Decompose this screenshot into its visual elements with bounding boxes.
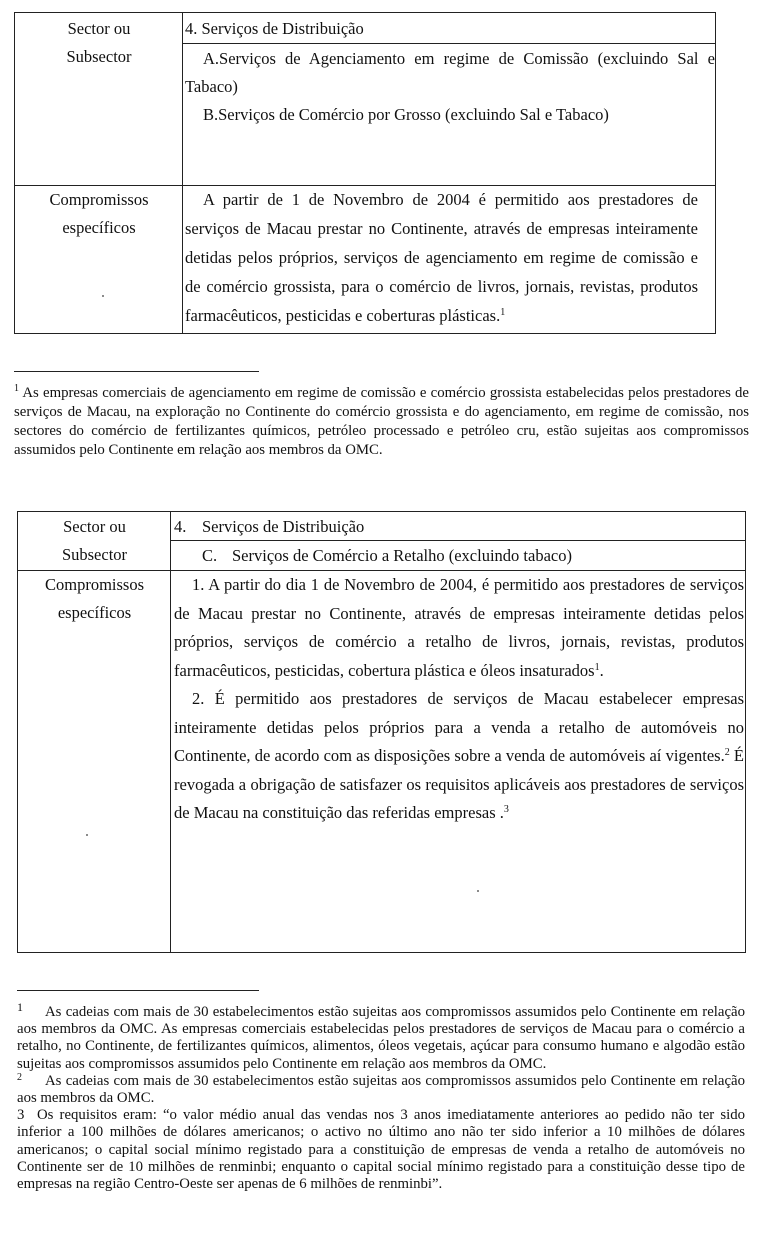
scan-speck	[477, 890, 479, 892]
sector-title: Serviços de Distribuição	[202, 517, 365, 536]
scan-speck	[102, 295, 104, 297]
footnotes-section-1	[14, 384, 749, 460]
footnote-number: 1	[14, 383, 19, 394]
commitments-table-retail	[17, 511, 746, 953]
commitments-label-line1: Compromissos	[49, 190, 149, 209]
commitment-paragraph: A partir de 1 de Novembro de 2004 é permitido aos prestadores de serviços de Macau prestar no Continente, através de empresas inteiramente detidas pelos próprios, serviços de agenciamento em regime de comissão e de comércio grossista, para o comércio de livros, jornais, revistas, produtos farmacêuticos, pesticidas e coberturas plásticas.	[185, 190, 698, 325]
sector-label-line2: Subsector	[66, 47, 132, 66]
subsector-b: B.Serviços de Comércio por Grosso (excluindo Sal e Tabaco)	[203, 105, 609, 124]
sector-subsector-divider	[183, 43, 715, 44]
footnote-ref[interactable]: 1	[500, 307, 506, 318]
footnote-3	[17, 1107, 745, 1193]
sector-heading: 4. Serviços de Distribuição	[185, 19, 364, 38]
subsector-list	[185, 45, 715, 129]
footnote-number: 3	[17, 1107, 25, 1124]
commitment-text	[174, 571, 744, 828]
footnote-text: As cadeias com mais de 30 estabelecimentos estão sujeitas aos compromissos assumidos pelo Continente em relação aos membros da OMC.	[17, 1072, 745, 1107]
footnotes-section-2	[17, 1000, 745, 1193]
paragraph-2	[174, 685, 744, 828]
footnote-text: As empresas comerciais de agenciamento em regime de comissão e comércio grossista estabelecidas pelos prestadores de serviços de Macau, na exploração no Continente do comércio grossista e do agenciamento, em regime de comissão, nos sectores do comércio de fertilizantes químicos, petróleo processado e petróleo cru, estão sujeitas aos compromissos assumidos pelo Continente em relação aos membros da OMC.	[14, 385, 750, 458]
footnote-separator	[17, 990, 259, 991]
paragraph-1-end: .	[599, 660, 604, 680]
sector-label-line1: Sector ou	[63, 517, 126, 536]
subsector-a: A.Serviços de Agenciamento em regime de Comissão (excluindo Sal e Tabaco)	[185, 49, 715, 96]
sector-label-line2: Subsector	[61, 545, 128, 564]
subsector-heading	[174, 542, 572, 570]
paragraph-2-text-a: 2. É permitido aos prestadores de serviços de Macau estabelecer empresas inteiramente detidas pelos próprios para a venda a retalho de automóveis no Continente, de acordo com as disposições sobre a venda de automóveis aí vigentes.	[174, 689, 744, 765]
scan-speck	[86, 834, 88, 836]
sector-heading	[174, 513, 364, 541]
commitment-text	[185, 185, 698, 330]
sector-label	[15, 15, 183, 71]
commitments-label-line2: específicos	[57, 603, 132, 622]
paragraph-2-text-b: É revogada a obrigação de satisfazer os requisitos aplicáveis aos prestadores de serviços de Macau na constituição das referidas empresas .	[174, 746, 744, 822]
paragraph-1-text: 1. A partir do dia 1 de Novembro de 2004, é permitido aos prestadores de serviços de Macau prestar no Continente, através de empresas inteiramente detidas pelos próprios, serviços de comércio a retalho de livros, jornais, revistas, produtos farmacêuticos, pesticidas, cobertura plástica e óleos insaturados	[174, 575, 744, 680]
sector-label	[18, 513, 171, 569]
commitments-table-wholesale	[14, 12, 716, 334]
sector-number: 4.	[174, 517, 187, 536]
subsector-letter: C.	[202, 546, 218, 565]
footnote-ref[interactable]: 3	[503, 804, 509, 815]
footnote-2: 2 As cadeias com mais de 30 estabelecimentos estão sujeitas aos compromissos assumidos pelo Continente em relação aos membros da OMC.	[17, 1071, 745, 1107]
commitments-label	[15, 186, 183, 242]
footnote-1: 1 As cadeias com mais de 30 estabelecimentos estão sujeitas aos compromissos assumidos pelo Continente em relação aos membros da OMC. As empresas comerciais estabelecidas pelos prestadores de serviços de Macau para o comércio a retalho, no Continente, de fertilizantes químicos, alimentos, óleos vegetais, açúcar para consumo humano e algodão estão sujeitas aos compromissos assumidos pelo Continente em relação aos membros da OMC.	[17, 1000, 745, 1072]
footnote-text: As cadeias com mais de 30 estabelecimentos estão sujeitas aos compromissos assumidos pelo Continente em relação aos membros da OMC. As empresas comerciais estabelecidas pelos prestadores de serviços de Macau para o comércio a retalho, no Continente, de fertilizantes químicos, alimentos, óleos vegetais, açúcar para consumo humano e algodão estão sujeitas aos compromissos assumidos pelo Continente em relação aos membros da OMC.	[17, 1004, 745, 1072]
subsector-title: Serviços de Comércio a Retalho (excluindo tabaco)	[232, 546, 572, 565]
commitments-label-line2: específicos	[62, 218, 136, 237]
commitments-label	[18, 571, 171, 627]
footnote-ref[interactable]: 2	[724, 747, 730, 758]
commitments-label-line1: Compromissos	[44, 575, 145, 594]
footnote-text: Os requisitos eram: “o valor médio anual das vendas nos 3 anos imediatamente anteriores ao pedido não ter sido inferior a 100 milhões de dólares americanos; o activo no último ano não ter sido inferior a 10 milhões de dólares americanos; o capital social mínimo registado para a constituição de empresas de venda a retalho de automóveis no Continente ser de 10 milhões de renminbi; enquanto o capital social mínimo registado para a constituição desse tipo de empresas na região Centro-Oeste ser apenas de 6 milhões de renminbi”.	[17, 1107, 745, 1193]
paragraph-1	[174, 571, 744, 685]
footnote-ref[interactable]: 1	[594, 661, 600, 673]
footnote-1	[14, 384, 749, 460]
footnote-separator	[14, 371, 259, 372]
sector-label-line1: Sector ou	[67, 19, 131, 38]
